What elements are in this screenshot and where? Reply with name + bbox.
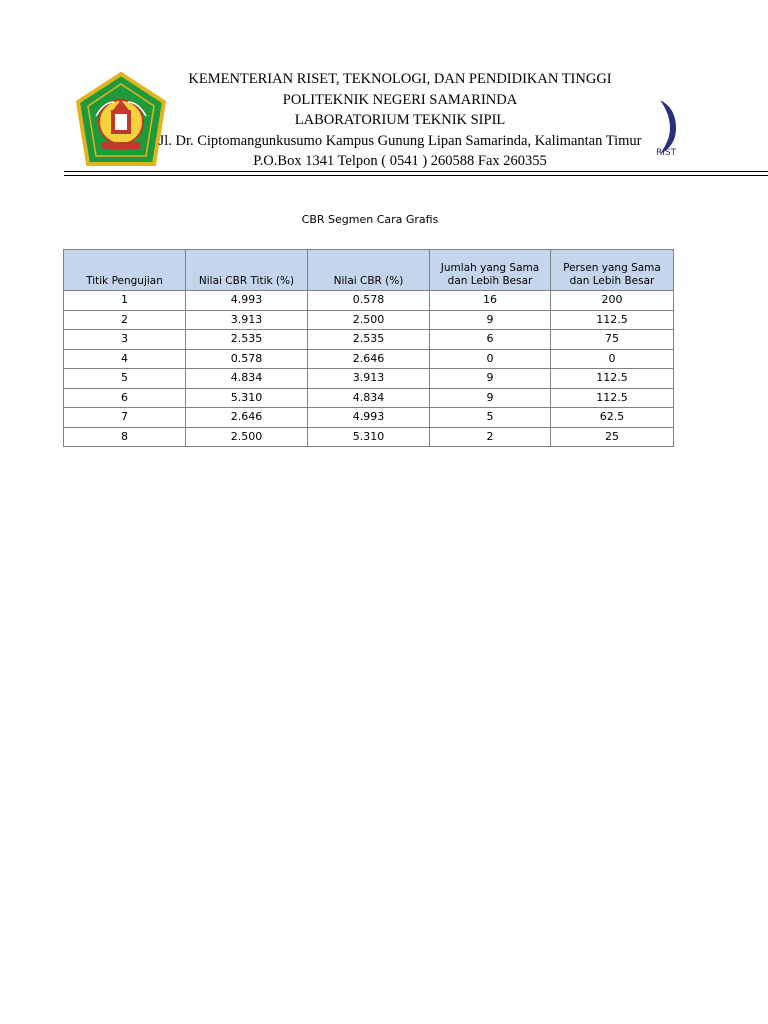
cell-nilai-titik: 3.913 (186, 310, 308, 330)
cell-titik: 7 (64, 408, 186, 428)
cell-nilai-cbr: 2.500 (308, 310, 430, 330)
header-jumlah-sama: Jumlah yang Sama dan Lebih Besar (430, 250, 551, 291)
cell-nilai-titik: 4.834 (186, 369, 308, 389)
cell-persen: 25 (551, 427, 674, 447)
header-nilai-cbr-titik: Nilai CBR Titik (%) (186, 250, 308, 291)
cbr-table (63, 249, 674, 447)
cell-nilai-titik: 0.578 (186, 349, 308, 369)
table-row (64, 369, 674, 389)
cell-nilai-cbr: 4.834 (308, 388, 430, 408)
cell-titik: 4 (64, 349, 186, 369)
cell-nilai-titik: 2.500 (186, 427, 308, 447)
cell-persen: 112.5 (551, 369, 674, 389)
cell-titik: 3 (64, 330, 186, 350)
cell-persen: 200 (551, 291, 674, 311)
cell-jumlah: 2 (430, 427, 551, 447)
table-header-row (64, 250, 674, 291)
table-row (64, 349, 674, 369)
cell-nilai-cbr: 5.310 (308, 427, 430, 447)
cell-persen: 62.5 (551, 408, 674, 428)
cell-jumlah: 9 (430, 310, 551, 330)
letterhead-rule-thin (64, 175, 768, 176)
cell-titik: 8 (64, 427, 186, 447)
cell-persen: 112.5 (551, 310, 674, 330)
cell-titik: 6 (64, 388, 186, 408)
cell-nilai-cbr: 0.578 (308, 291, 430, 311)
cell-titik: 1 (64, 291, 186, 311)
cell-nilai-titik: 4.993 (186, 291, 308, 311)
cell-nilai-titik: 2.535 (186, 330, 308, 350)
cell-persen: 75 (551, 330, 674, 350)
address-line: Jl. Dr. Ciptomangunkusumo Kampus Gunung Lipan Samarinda, Kalimantan Timur (158, 132, 642, 149)
cell-jumlah: 5 (430, 408, 551, 428)
cell-jumlah: 16 (430, 291, 551, 311)
cell-nilai-titik: 5.310 (186, 388, 308, 408)
header-persen-sama: Persen yang Sama dan Lebih Besar (551, 250, 674, 291)
cell-titik: 2 (64, 310, 186, 330)
cell-nilai-cbr: 2.535 (308, 330, 430, 350)
sheet-title: CBR Segmen Cara Grafis (301, 213, 439, 226)
ristekdikti-logo (654, 96, 694, 166)
letterhead-rule-thick (64, 171, 768, 172)
cell-nilai-titik: 2.646 (186, 408, 308, 428)
cell-jumlah: 9 (430, 369, 551, 389)
cell-nilai-cbr: 2.646 (308, 349, 430, 369)
header-nilai-cbr: Nilai CBR (%) (308, 250, 430, 291)
cell-nilai-cbr: 4.993 (308, 408, 430, 428)
table-row (64, 427, 674, 447)
table-row (64, 310, 674, 330)
laboratory-name: LABORATORIUM TEKNIK SIPIL (294, 112, 506, 128)
header-titik-pengujian: Titik Pengujian (64, 250, 186, 291)
letterhead (0, 0, 768, 180)
cell-nilai-cbr: 3.913 (308, 369, 430, 389)
cell-persen: 0 (551, 349, 674, 369)
cell-persen: 112.5 (551, 388, 674, 408)
letterhead-text (120, 69, 680, 172)
cell-titik: 5 (64, 369, 186, 389)
ristekdikti-logo-text: RIST (656, 148, 677, 158)
institution-name: POLITEKNIK NEGERI SAMARINDA (282, 91, 518, 108)
table-row (64, 388, 674, 408)
table-row (64, 291, 674, 311)
cell-jumlah: 0 (430, 349, 551, 369)
cell-jumlah: 6 (430, 330, 551, 350)
table-row (64, 408, 674, 428)
table-row (64, 330, 674, 350)
contact-line: P.O.Box 1341 Telpon ( 0541 ) 260588 Fax 260355 (253, 153, 547, 169)
cell-jumlah: 9 (430, 388, 551, 408)
ministry-name: KEMENTERIAN RISET, TEKNOLOGI, DAN PENDIDIKAN TINGGI (188, 71, 612, 87)
